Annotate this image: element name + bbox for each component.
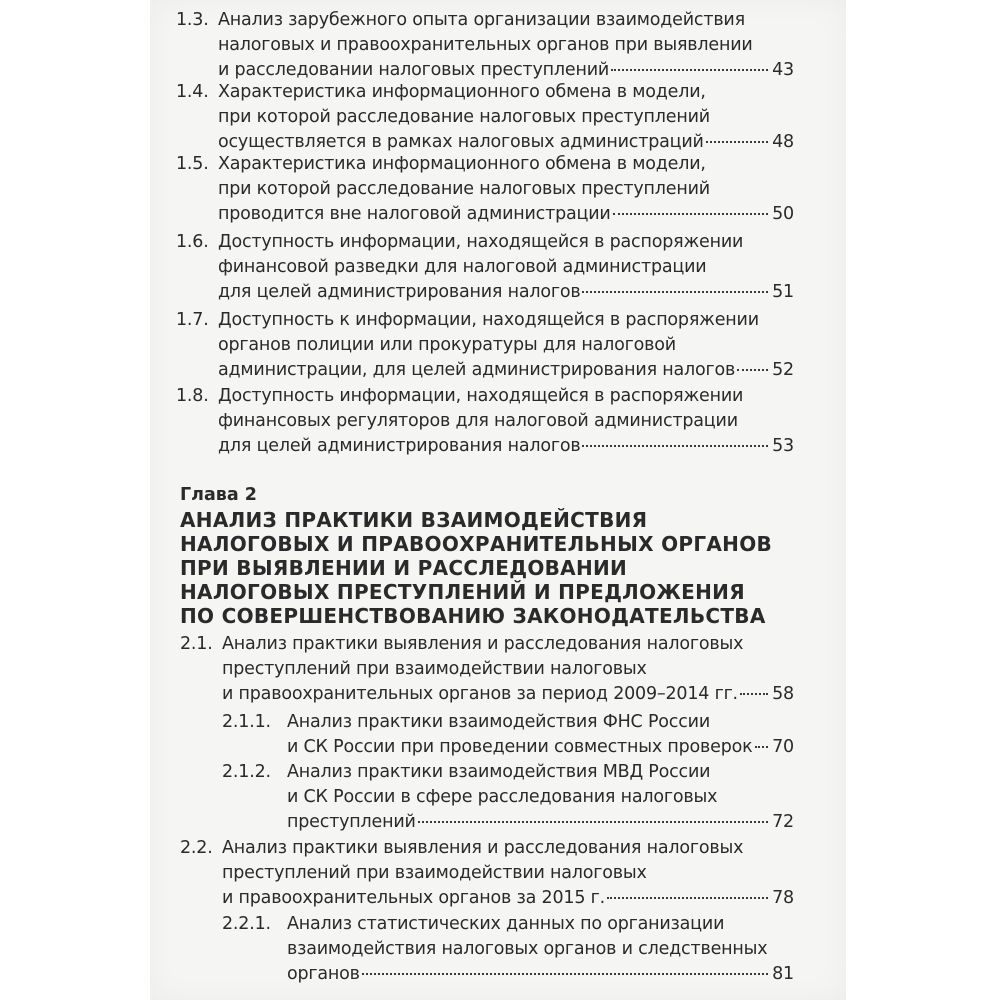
toc-entry-number: 1.3.: [176, 10, 209, 30]
toc-entry-page-number: 48: [772, 132, 794, 152]
toc-entry-text: Характеристика информационного обмена в модели,: [218, 154, 706, 174]
toc-entry-number: 1.8.: [176, 386, 209, 406]
dot-leader: [582, 291, 768, 293]
chapter-title-line: НАЛОГОВЫХ И ПРАВООХРАНИТЕЛЬНЫХ ОРГАНОВ: [180, 532, 773, 556]
toc-entry-text: финансовой разведки для налоговой администрации: [218, 257, 707, 277]
toc-entry-text: и СК России в сфере расследования налоговых: [287, 787, 718, 807]
chapter-title: [180, 508, 772, 628]
toc-entry-number: 2.1.: [180, 634, 213, 654]
toc-entry-text: Анализ практики выявления и расследования налоговых: [222, 838, 744, 858]
dot-leader: [582, 445, 768, 447]
chapter-title-line: АНАЛИЗ ПРАКТИКИ ВЗАИМОДЕЙСТВИЯ: [180, 508, 648, 532]
toc-entry-number: 1.7.: [176, 310, 209, 330]
toc-entry-text: для целей администрирования налогов: [218, 436, 581, 456]
toc-entry-text: и правоохранительных органов за 2015 г.: [222, 888, 605, 908]
toc-entry-page-number: 50: [772, 204, 794, 224]
toc-entry-text: преступлений: [287, 812, 416, 832]
dot-leader: [607, 897, 768, 899]
toc-entry-text: Характеристика информационного обмена в модели,: [218, 82, 706, 102]
toc-entry-number: 1.4.: [176, 82, 209, 102]
dot-leader: [740, 693, 768, 695]
toc-entry-page-number: 58: [772, 684, 794, 704]
dot-leader: [611, 69, 768, 71]
toc-entry-page-number: 53: [772, 436, 794, 456]
toc-entry-text: Доступность информации, находящейся в распоряжении: [218, 232, 744, 252]
toc-entry-text: Анализ зарубежного опыта организации взаимодействия: [218, 10, 745, 30]
dot-leader: [418, 821, 768, 823]
toc-entry-number: 2.1.1.: [222, 712, 271, 732]
toc-entry-text: Анализ практики взаимодействия МВД России: [287, 762, 711, 782]
toc-entry-page-number: 72: [772, 812, 794, 832]
dot-leader: [362, 973, 768, 975]
toc-entry-page-number: 52: [772, 360, 794, 380]
toc-entry-page-number: 78: [772, 888, 794, 908]
dot-leader: [706, 141, 768, 143]
dot-leader: [737, 369, 768, 371]
toc-entry-text: и СК России при проведении совместных проверок: [287, 737, 753, 757]
toc-entry-number: 2.1.2.: [222, 762, 271, 782]
chapter-title-line: ПРИ ВЫЯВЛЕНИИ И РАССЛЕДОВАНИИ: [180, 556, 628, 580]
toc-entry-number: 2.2.1.: [222, 914, 271, 934]
toc-entry-text: преступлений при взаимодействии налоговых: [222, 863, 647, 883]
toc-entry-text: при которой расследование налоговых преступлений: [218, 179, 710, 199]
toc-entry-text: и расследовании налоговых преступлений: [218, 60, 610, 80]
chapter-title-line: ПО СОВЕРШЕНСТВОВАНИЮ ЗАКОНОДАТЕЛЬСТВА: [180, 604, 766, 628]
toc-entry-text: Доступность к информации, находящейся в распоряжении: [218, 310, 759, 330]
chapter-title-line: НАЛОГОВЫХ ПРЕСТУПЛЕНИЙ И ПРЕДЛОЖЕНИЯ: [180, 580, 745, 604]
toc-entry-text: Доступность информации, находящейся в распоряжении: [218, 386, 744, 406]
toc-entry-number: 1.6.: [176, 232, 209, 252]
toc-entry-number: 1.5.: [176, 154, 209, 174]
toc-entry-page-number: 43: [772, 60, 794, 80]
toc-entry-text: администрации, для целей администрирования налогов: [218, 360, 736, 380]
toc-entry-page-number: 81: [772, 964, 794, 984]
toc-entry-text: Анализ практики взаимодействия ФНС России: [287, 712, 710, 732]
toc-entry-text: для целей администрирования налогов: [218, 282, 581, 302]
dot-leader: [755, 746, 769, 748]
chapter-label: Глава 2: [180, 485, 257, 505]
toc-entry-text: органов полиции или прокуратуры для налоговой: [218, 335, 676, 355]
toc-entry-text: проводится вне налоговой администрации: [218, 204, 611, 224]
toc-entry-number: 2.2.: [180, 838, 213, 858]
toc-entry-text: преступлений при взаимодействии налоговых: [222, 659, 647, 679]
toc-entry-text: финансовых регуляторов для налоговой администрации: [218, 411, 738, 431]
toc-entry-text: при которой расследование налоговых преступлений: [218, 107, 710, 127]
toc-entry-text: Анализ практики выявления и расследования налоговых: [222, 634, 744, 654]
toc-entry-text: и правоохранительных органов за период 2009–2014 гг.: [222, 684, 738, 704]
toc-entry-text: налоговых и правоохранительных органов при выявлении: [218, 35, 753, 55]
toc-entry-text: осуществляется в рамках налоговых администраций: [218, 132, 704, 152]
toc-entry-text: органов: [287, 964, 360, 984]
toc-entry-text: взаимодействия налоговых органов и следственных: [287, 939, 768, 959]
dot-leader: [613, 213, 769, 215]
toc-entry-text: Анализ статистических данных по организации: [287, 914, 725, 934]
toc-entry-page-number: 51: [772, 282, 794, 302]
toc-entry-page-number: 70: [772, 737, 794, 757]
